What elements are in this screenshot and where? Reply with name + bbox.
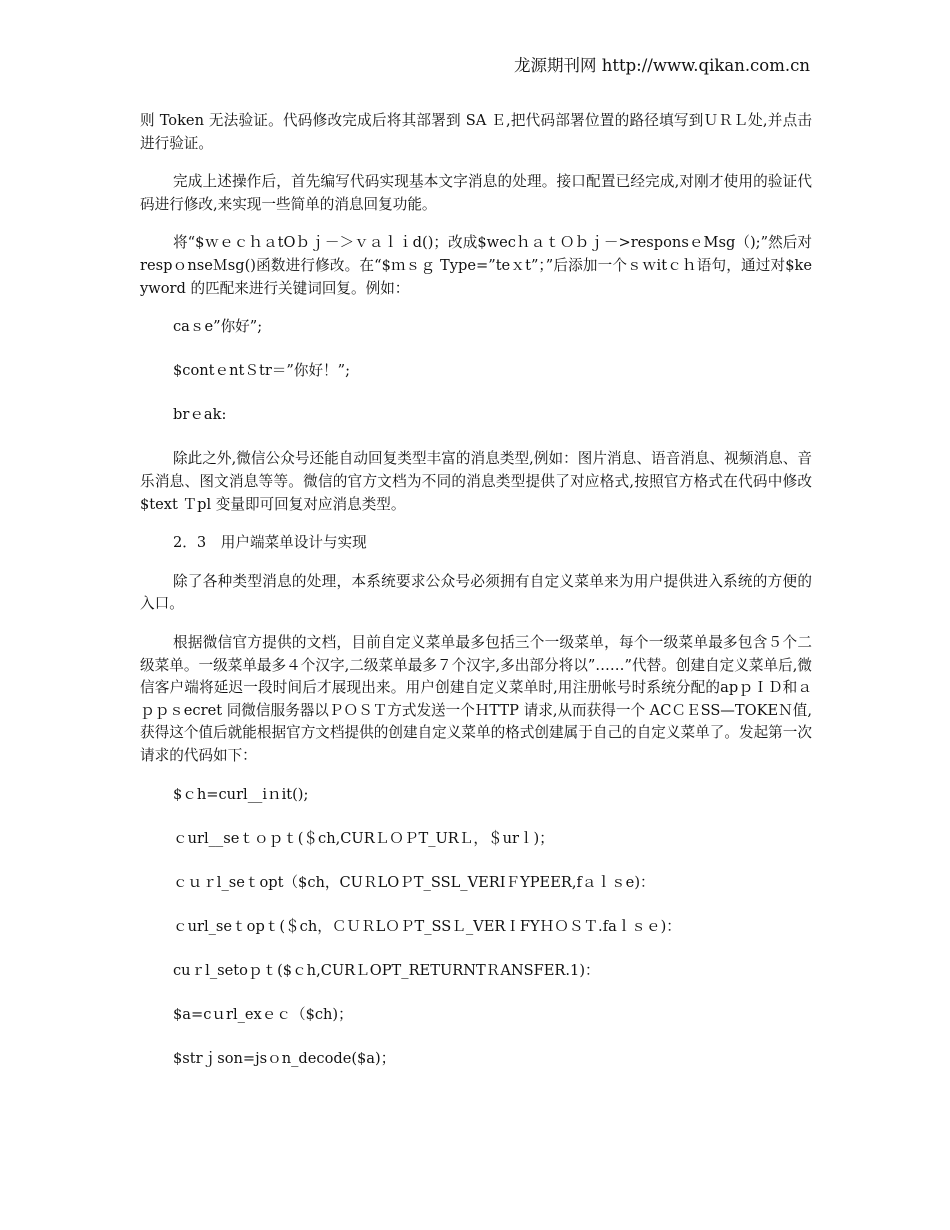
code-line: caｓe”你好”;: [173, 318, 263, 336]
code-line: $contｅntＳtr＝”你好！”;: [173, 362, 351, 380]
code-line: $strｊson=jsｏn_decode($a)；: [173, 1050, 396, 1068]
page-header: 龙源期刊网 http://www.qikan.com.cn: [513, 56, 810, 75]
article-body: [140, 110, 812, 1092]
code-line: cuｒl_setoｐｔ($ｃh,CURＬOPT_RETURNTＲANSFER.1)：: [173, 961, 600, 979]
section-heading: 2．3 用户端菜单设计与实现: [173, 534, 367, 552]
paragraph-custom-menu-intro: 除了各种类型消息的处理，本系统要求公众号必须拥有自定义菜单来为用户提供进入系统的方便的入口。: [140, 572, 812, 613]
paragraph-token-verification: 则 Token 无法验证。代码修改完成后将其部署到 SA Ｅ,把代码部署位置的路径填写到ＵＲＬ处,并点击进行验证。: [140, 112, 812, 152]
code-line: $ｃh=curl__iｎit();: [173, 785, 309, 803]
code-line: brｅak:: [173, 406, 227, 424]
code-line: $a=cｕrl_exｅｃ（$ch)；: [173, 1006, 353, 1024]
paragraph-message-types: 除此之外,微信公众号还能自动回复类型丰富的消息类型,例如：图片消息、语音消息、视频消息、音乐消息、图文消息等等。微信的官方文档为不同的消息类型提供了对应格式,按照官方格式在代码中修改$text Ｔpl 变量即可回复对应消息类型。: [140, 450, 812, 513]
code-line: ｃurl__seｔｏｐｔ(＄ch,CURＬＯＰT_URＬ，＄urｌ)；: [173, 829, 554, 847]
paragraph-text-message: 完成上述操作后，首先编写代码实现基本文字消息的处理。接口配置已经完成,对刚才使用的验证代码进行修改,来实现一些简单的消息回复功能。: [140, 173, 812, 213]
paragraph-response-msg: 将“$ｗｅｃｈａtOｂｊ－＞ｖａｌｉd()；改成$wecｈａｔＯｂｊ－>responsｅMsg（);”然后对respｏnseＭsg()函数进行修改。在“$ｍｓｇ Type=”teｘt”；”后添加一个ｓｗitｃｈ语句，通过对$keyword 的匹配来进行关键词回复。例如：: [140, 234, 812, 297]
code-line: ｃｕｒl_seｔopt（$ch，CUＲLOＰT_SSL_VERIＦYPEER,fａｌｓe)：: [173, 873, 655, 891]
paragraph-custom-menu-rules: 根据微信官方提供的文档，目前自定义菜单最多包括三个一级菜单，每个一级菜单最多包含５个二级菜单。一级菜单最多４个汉字,二级菜单最多７个汉字,多出部分将以”……”代替。创建自定义菜单后,微信客户端将延迟一段时间后才展现出来。用户创建自定义菜单时,用注册帐号时系统分配的apｐＩＤ和ａｐｐｓecret 同微信服务器以ＰＯＳＴ方式发送一个ＨTTP 请求,从而获得一个 ACＣＥSS—TOKEＮ值,获得这个值后就能根据官方文档提供的创建自定义菜单的格式创建属于自己的自定义菜单了。发起第一次请求的代码如下：: [140, 634, 812, 764]
code-line: ｃurl_seｔopｔ(＄ch，ＣＵＲLＯＰT_SSＬ_VERＩFYＨＯＳＴ.faｌｓｅ)：: [173, 917, 681, 935]
